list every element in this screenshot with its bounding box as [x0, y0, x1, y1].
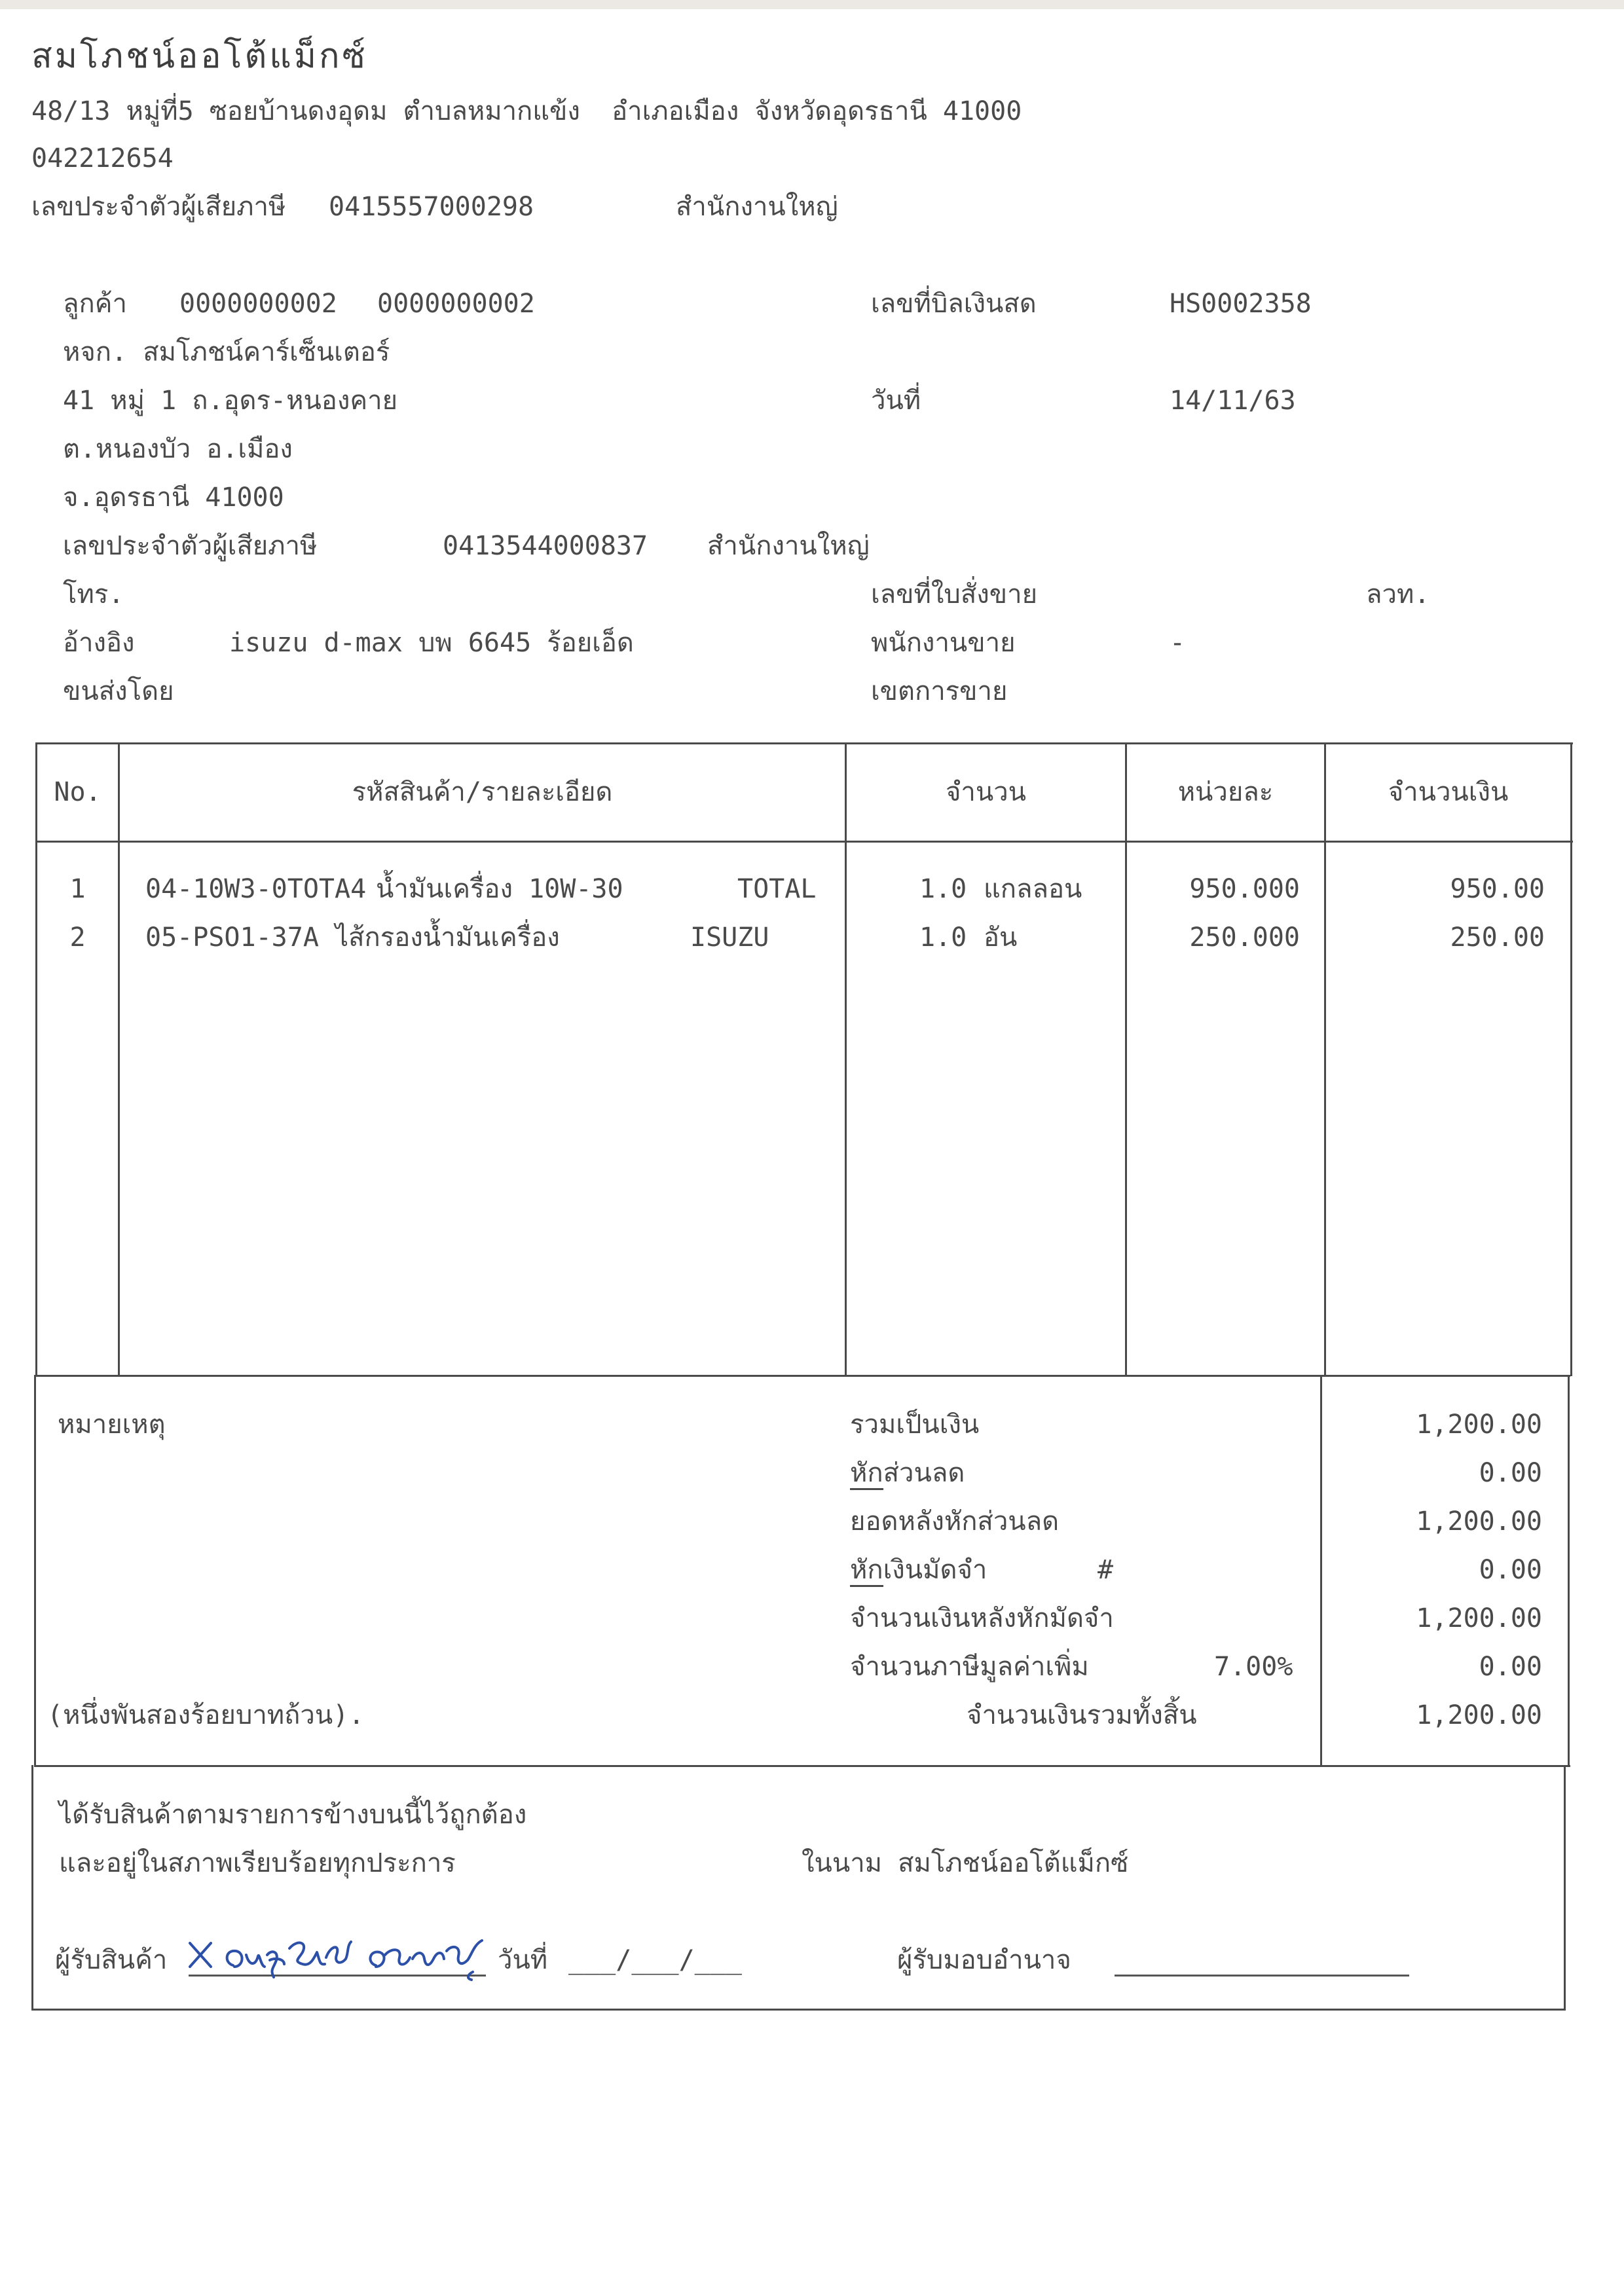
row-amount: 950.00: [1450, 874, 1545, 904]
reference-value: isuzu d-max บพ 6645 ร้อยเอ็ด: [229, 628, 634, 658]
customer-tax-id: 0413544000837: [443, 531, 648, 561]
customer-code-1: 0000000002: [179, 289, 337, 319]
header-amount: จำนวนเงิน: [1388, 777, 1509, 807]
col-divider-qty: [1125, 742, 1127, 1376]
authorized-signature-line: [1115, 1975, 1409, 1977]
row-item-brand: TOTAL: [737, 874, 817, 904]
salesperson-label: พนักงานขาย: [871, 628, 1016, 658]
sales-zone-label: เขตการขาย: [871, 676, 1008, 706]
discount-label-rest: ส่วนลด: [883, 1458, 965, 1488]
sales-order-suffix: ลวท.: [1366, 579, 1430, 610]
row-item-brand: ISUZU: [690, 922, 769, 953]
after-deposit-value: 1,200.00: [1416, 1603, 1542, 1633]
col-divider-price: [1324, 742, 1326, 1376]
discount-label: [850, 1457, 965, 1489]
company-tax-id: 0415557000298: [329, 192, 534, 222]
customer-code-2: 0000000002: [377, 289, 535, 319]
table-header-divider: [35, 841, 1573, 843]
bill-no: HS0002358: [1170, 289, 1312, 319]
footer-right-border: [1564, 1765, 1566, 2010]
summary-col-divider: [1320, 1375, 1322, 1766]
discount-label-underlined: หัก: [850, 1458, 883, 1490]
after-discount-label: ยอดหลังหักส่วนลด: [850, 1506, 1060, 1537]
customer-address-1: 41 หมู่ 1 ถ.อุดร-หนองคาย: [63, 386, 398, 416]
vat-rate: 7.00%: [1214, 1652, 1293, 1682]
invoice-date: 14/11/63: [1170, 386, 1296, 416]
header-quantity: จำนวน: [945, 777, 1027, 807]
customer-branch: สำนักงานใหญ่: [707, 531, 870, 561]
grand-total-value: 1,200.00: [1416, 1700, 1542, 1730]
reference-label: อ้างอิง: [63, 628, 135, 658]
table-left-border: [35, 742, 37, 1376]
table-bottom-border: [34, 1375, 1570, 1377]
deposit-hash: #: [1098, 1555, 1114, 1585]
receiver-date-blank: ___/___/___: [568, 1945, 742, 1975]
row-amount: 250.00: [1450, 922, 1545, 953]
row-qty: 1.0: [919, 922, 967, 953]
footer-on-behalf: ในนาม สมโภชน์ออโต้แม็กซ์: [802, 1848, 1129, 1878]
company-phone: 042212654: [31, 143, 174, 173]
discount-value: 0.00: [1479, 1458, 1542, 1488]
grand-total-label: จำนวนเงินรวมทั้งสิ้น: [967, 1700, 1197, 1730]
shipping-label: ขนส่งโดย: [63, 676, 174, 706]
receiver-signature: [186, 1912, 513, 1990]
row-unit: อัน: [984, 922, 1018, 953]
row-no: 1: [69, 874, 86, 904]
row-item-code: 05-PSO1-37A: [145, 922, 319, 953]
customer-name: หจก. สมโภชน์คาร์เซ็นเตอร์: [63, 337, 390, 367]
deposit-value: 0.00: [1479, 1555, 1542, 1585]
remark-label: หมายเหตุ: [58, 1410, 166, 1440]
sales-order-label: เลขที่ใบสั่งขาย: [871, 579, 1038, 610]
vat-value: 0.00: [1479, 1652, 1542, 1682]
salesperson-value: -: [1170, 628, 1186, 658]
table-top-border: [35, 742, 1573, 744]
deposit-label-rest: เงินมัดจำ: [883, 1555, 987, 1585]
customer-label: ลูกค้า: [63, 289, 127, 319]
deposit-label-underlined: หัก: [850, 1555, 883, 1587]
company-branch: สำนักงานใหญ่: [676, 192, 838, 222]
footer-bottom-border: [31, 2009, 1566, 2011]
after-deposit-label: จำนวนเงินหลังหักมัดจำ: [850, 1603, 1114, 1633]
footer-left-border: [31, 1765, 33, 2010]
col-divider-no: [118, 742, 120, 1376]
table-right-border: [1570, 742, 1572, 1376]
scan-edge: [0, 0, 1624, 9]
row-no: 2: [69, 922, 86, 953]
amount-in-words: (หนึ่งพันสองร้อยบาทถ้วน).: [47, 1700, 365, 1730]
summary-bottom-border: [34, 1765, 1570, 1767]
customer-address-2: ต.หนองบัว อ.เมือง: [63, 434, 293, 464]
row-item-desc: ไส้กรองน้ำมันเครื่อง: [335, 922, 560, 953]
row-item-code: 04-10W3-0TOTA4: [145, 874, 367, 904]
after-discount-value: 1,200.00: [1416, 1506, 1542, 1537]
footer-received-line-1: ได้รับสินค้าตามรายการข้างบนนี้ไว้ถูกต้อง: [59, 1800, 527, 1830]
header-no: No.: [54, 777, 101, 807]
bill-no-label: เลขที่บิลเงินสด: [871, 289, 1037, 319]
row-unit-price: 250.000: [1189, 922, 1300, 953]
subtotal-label: รวมเป็นเงิน: [850, 1410, 980, 1440]
summary-right-border: [1568, 1375, 1570, 1766]
summary-left-border: [34, 1375, 36, 1766]
deposit-label: [850, 1554, 987, 1586]
row-qty: 1.0: [919, 874, 967, 904]
authorized-label: ผู้รับมอบอำนาจ: [897, 1945, 1071, 1975]
receiver-date-label: วันที่: [498, 1945, 548, 1975]
row-unit: แกลลอน: [984, 874, 1082, 904]
date-label: วันที่: [871, 386, 921, 416]
company-tax-id-label: เลขประจำตัวผู้เสียภาษี: [31, 192, 286, 222]
company-address: 48/13 หมู่ที่5 ซอยบ้านดงอุดม ตำบลหมากแข้ง อำเภอเมือง จังหวัดอุดรธานี 41000: [31, 96, 1022, 126]
customer-address-3: จ.อุดรธานี 41000: [63, 483, 284, 513]
footer-received-line-2: และอยู่ในสภาพเรียบร้อยทุกประการ: [59, 1848, 456, 1878]
col-divider-desc: [845, 742, 847, 1376]
row-item-desc: น้ำมันเครื่อง 10W-30: [376, 874, 623, 904]
header-description: รหัสสินค้า/รายละเอียด: [352, 777, 613, 807]
subtotal-value: 1,200.00: [1416, 1410, 1542, 1440]
header-unit-price: หน่วยละ: [1177, 777, 1274, 807]
receiver-label: ผู้รับสินค้า: [55, 1945, 168, 1975]
customer-phone-label: โทร.: [63, 579, 124, 610]
row-unit-price: 950.000: [1189, 874, 1300, 904]
company-name: สมโภชน์ออโต้แม็กซ์: [31, 37, 368, 76]
vat-label: จำนวนภาษีมูลค่าเพิ่ม: [850, 1652, 1089, 1682]
customer-tax-id-label: เลขประจำตัวผู้เสียภาษี: [63, 531, 318, 561]
